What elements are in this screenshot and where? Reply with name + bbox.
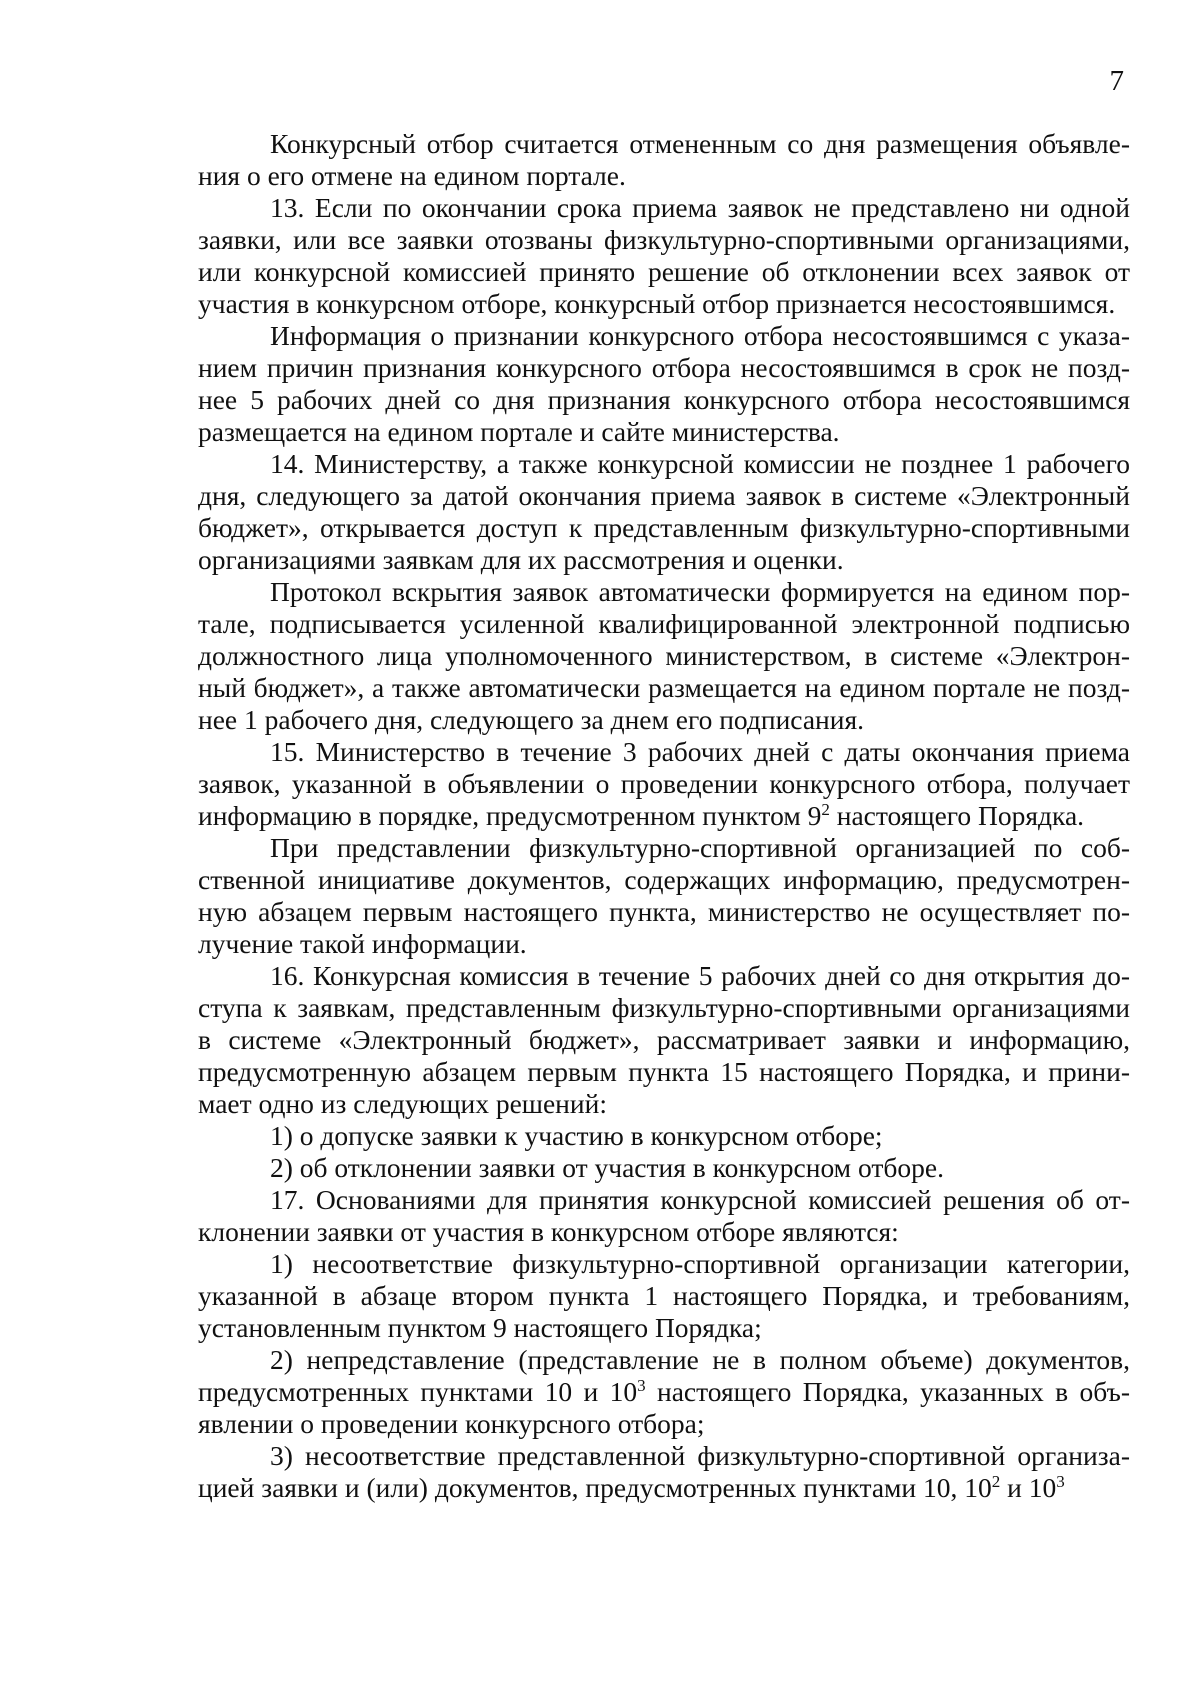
paragraph: Протокол вскрытия заявок автоматически формируется на едином портале, подписывается усиленной квалифицированной электронной подписью должностного лица уполномоченного министерством, в системе «Электронный бюджет», а также автоматически размещается на едином портале не позднее 1 рабочего дня, следующего за днем его подписания. (198, 576, 1130, 735)
paragraph: Информация о признании конкурсного отбора несостоявшимся с указанием причин признания конкурсного отбора несостоявшимся в срок не позднее 5 рабочих дней со дня признания конкурсного отбора несостоявшимся размещается на едином портале и сайте министерства. (198, 320, 1130, 447)
page-number: 7 (1109, 65, 1124, 97)
paragraph: 17. Основаниями для принятия конкурсной комиссией решения об отклонении заявки от участия в конкурсном отборе являются: (198, 1184, 1130, 1247)
paragraph: 14. Министерству, а также конкурсной комиссии не позднее 1 рабочего дня, следующего за датой окончания приема заявок в системе «Электронный бюджет», открывается доступ к представленным физкультурно-спортивными организациями заявкам для их рассмотрения и оценки. (198, 448, 1130, 575)
superscript: 3 (1056, 1471, 1065, 1491)
superscript: 2 (991, 1471, 1001, 1491)
list-item: 1) о допуске заявки к участию в конкурсном отборе; (270, 1120, 883, 1151)
paragraph: 13. Если по окончании срока приема заявок не представлено ни одной заявки, или все заявки отозваны физкультурно-спортивными организациями, или конкурсной комиссией принято решение об отклонении всех заявок от участия в конкурсном отборе, конкурсный отбор признается несостоявшимся. (198, 192, 1130, 319)
paragraph: 16. Конкурсная комиссия в течение 5 рабочих дней со дня открытия доступа к заявкам, представленным физкультурно-спортивными организациями в системе «Электронный бюджет», рассматривает заявки и информацию, предусмотренную абзацем первым пункта 15 настоящего Порядка, и принимает одно из следующих решений: (198, 960, 1130, 1119)
list-item: 2) об отклонении заявки от участия в конкурсном отборе. (270, 1152, 944, 1183)
superscript: 2 (821, 799, 830, 819)
paragraph: При представлении физкультурно-спортивной организацией по собственной инициативе документов, содержащих информацию, предусмотренную абзацем первым настоящего пункта, министерство не осуществляет получение такой информации. (198, 832, 1130, 959)
document-body (198, 128, 1130, 1504)
superscript: 3 (637, 1375, 646, 1395)
list-item: 3) несоответствие представленной физкультурно-спортивной организацией заявки и (или) документов, предусмотренных пунктами 10, $10^2$ и $10^3$ (198, 1440, 1130, 1503)
list-item: 1) несоответствие физкультурно-спортивной организации категории, указанной в абзаце втором пункта 1 настоящего Порядка, и требованиям, установленным пунктом 9 настоящего Порядка; (198, 1248, 1130, 1343)
paragraph: 15. Министерство в течение 3 рабочих дней с даты окончания приема заявок, указанной в объявлении о проведении конкурсного отбора, получает информацию в порядке, предусмотренном пунктом $9^2$ настоящего Порядка. (198, 736, 1130, 831)
paragraph: Конкурсный отбор считается отмененным со дня размещения объявления о его отмене на едином портале. (198, 128, 1130, 191)
list-item: 2) непредставление (представление не в полном объеме) документов, предусмотренных пунктами 10 и $10^3$ настоящего Порядка, указанных в объявлении о проведении конкурсного отбора; (198, 1344, 1130, 1439)
